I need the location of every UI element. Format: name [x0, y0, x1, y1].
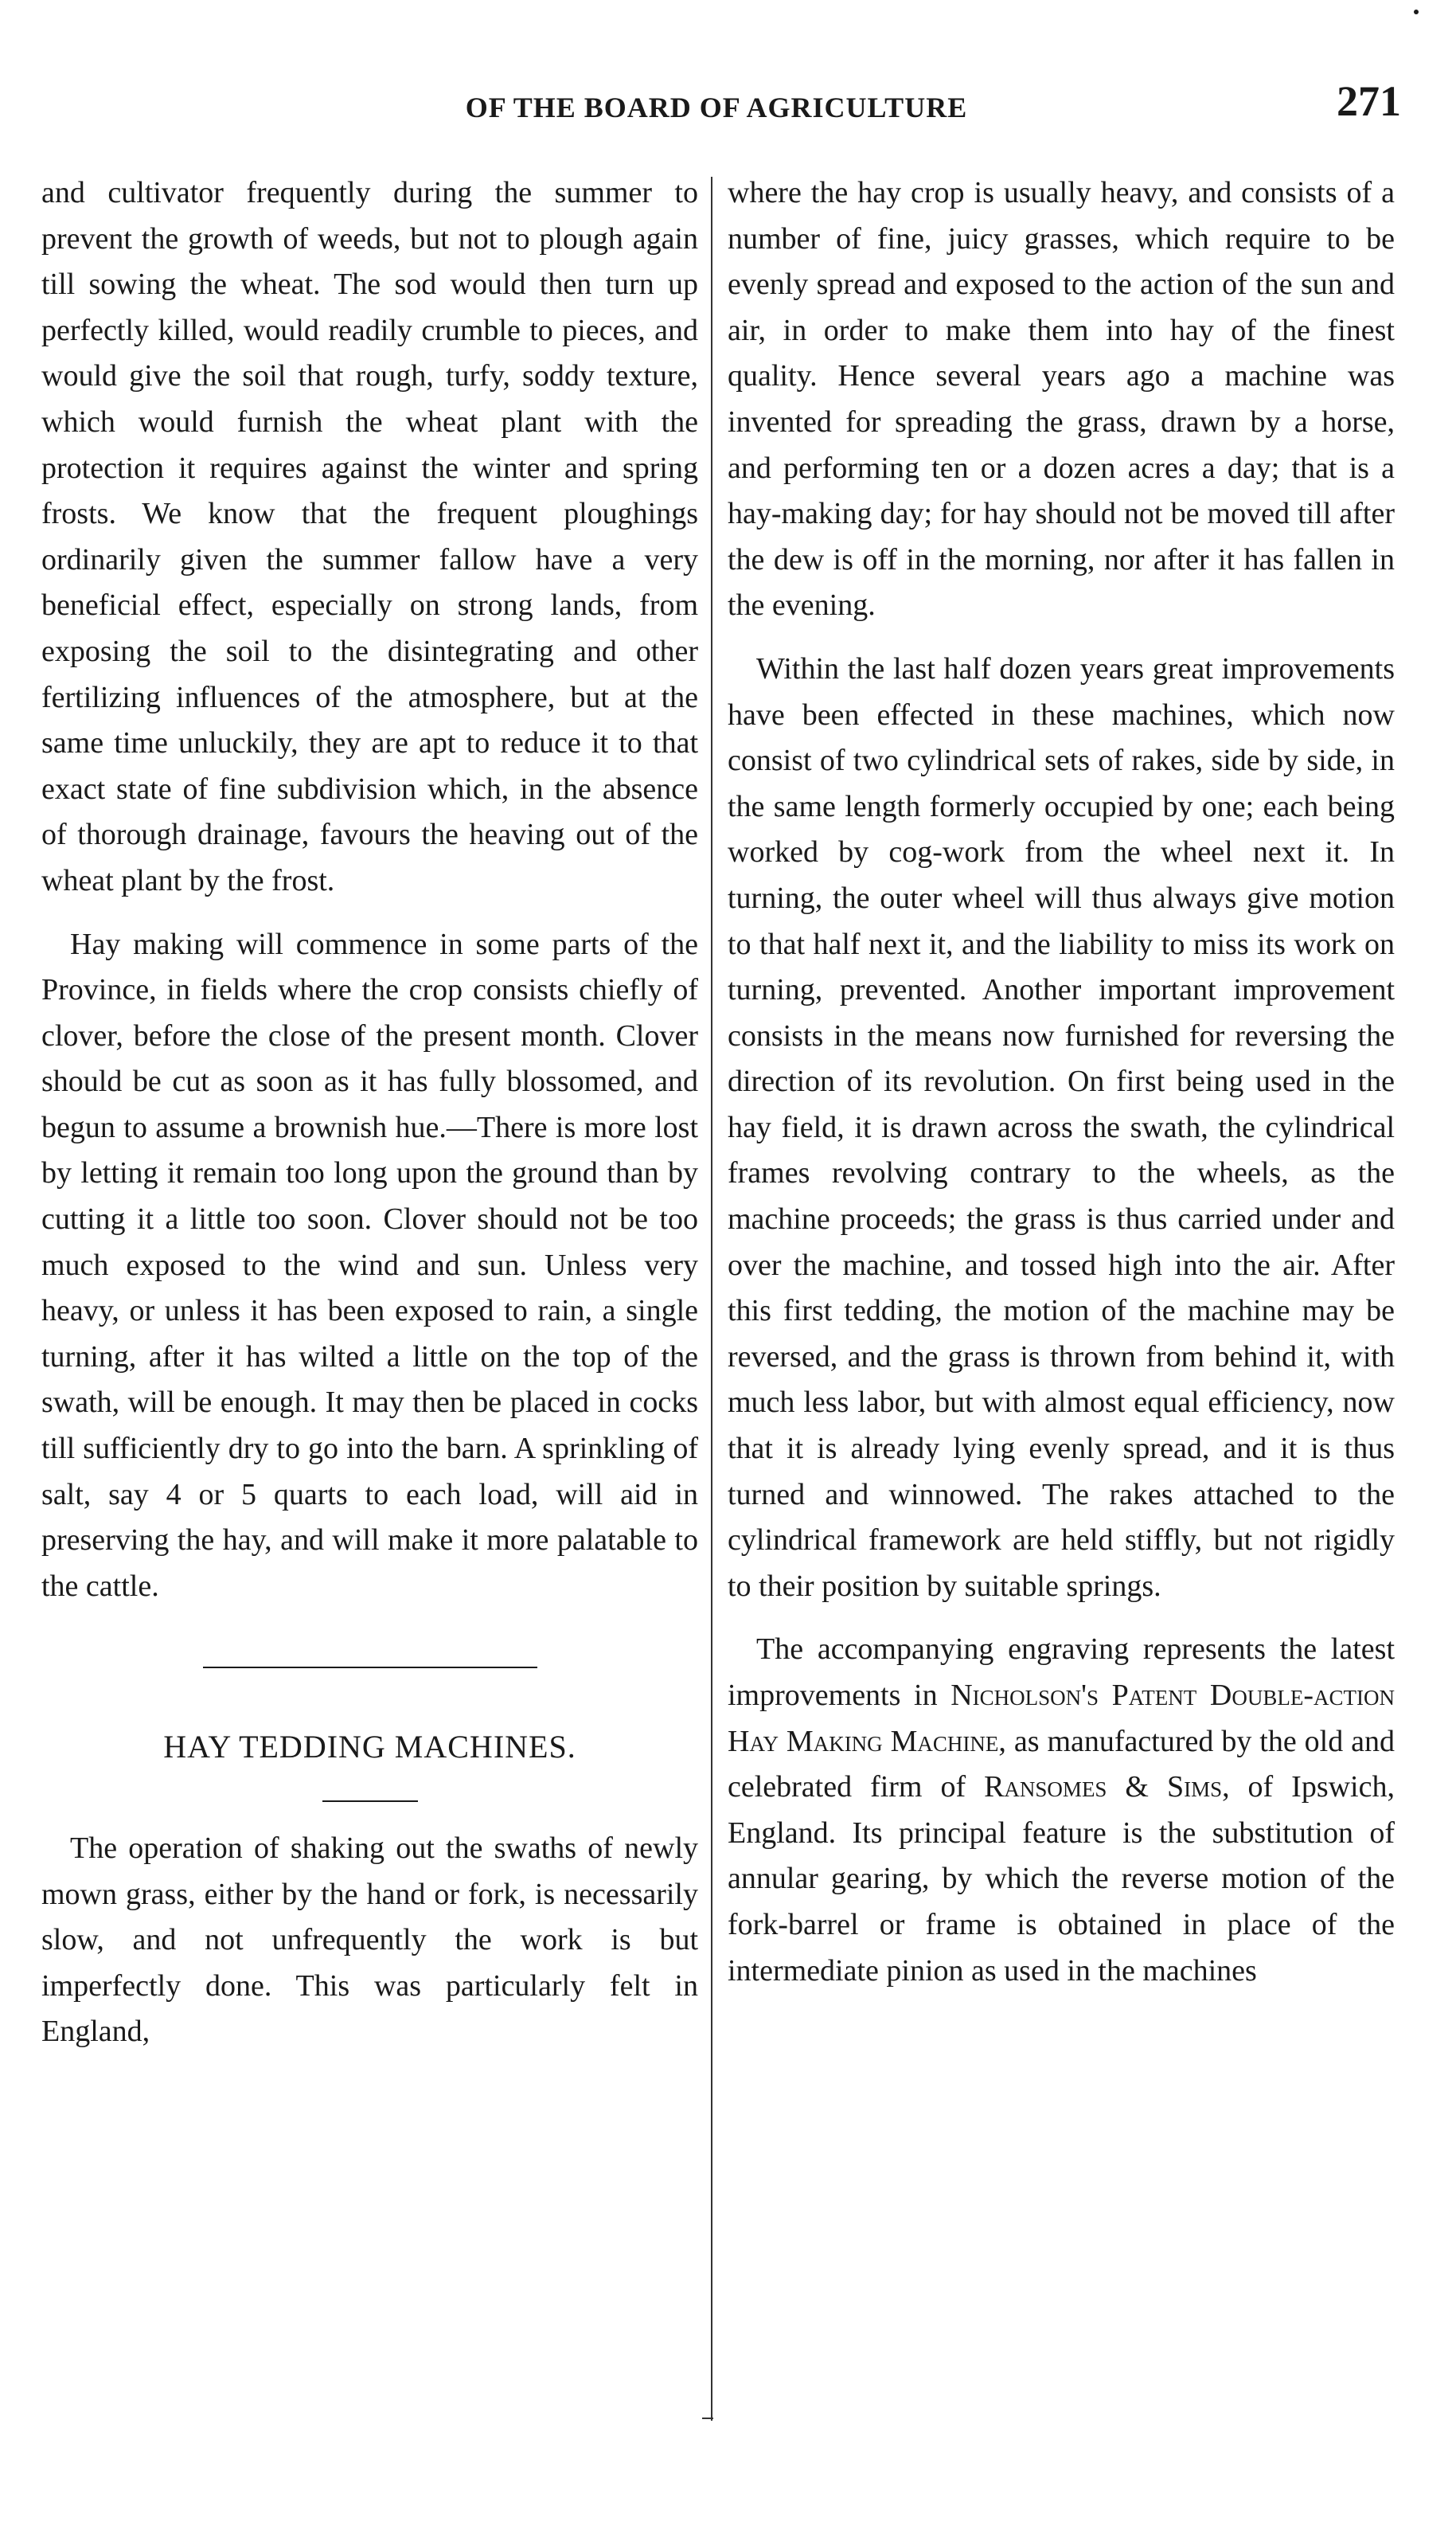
right-paragraph-1: where the hay crop is usually heavy, and consists of a number of fine, juicy grasses, which require to be evenly spread and exposed to the action of the sun and air, in order to make them into hay of the finest quality. Hence several years ago a machine was invented for spreading the grass, drawn by a horse, and performing ten or a dozen acres a day; that is a hay-making day; for hay should not be moved till after the dew is off in the morning, nor after it has fallen in the evening. [728, 176, 1395, 623]
right-paragraph-2: Within the last half dozen years great improvements have been effected in these machines, which now consist of two cylindrical sets of rakes, side by side, in the same length formerly occupied by one; each being worked by cog-work from the wheel next it. In turning, the outer wheel will thus always give motion to that half next it, and the liability to miss its work on turning, prevented. Another important improvement consists in the means now furnished for reversing the direction of its revolution. On first being used in the hay field, it is drawn across the swath, the cylindrical frames revolving contrary to the wheels, as the machine proceeds; the grass is thus carried under and over the machine, and tossed high into the air. After this first tedding, the motion of the machine may be reversed, and the grass is thrown from behind it, with much less labor, but with almost equal efficiency, now that it is already lying evenly spread, and it is thus turned and winnowed. The rakes attached to the cylindrical framework are held stiffly, but not rigidly to their position by suitable springs. [728, 651, 1395, 1603]
left-paragraph-1: and cultivator frequently during the summer to prevent the growth of weeds, but not to plough again till sowing the wheat. The sod would then turn up perfectly killed, would readily crumble to pieces, and would give the soil that rough, turfy, soddy texture, which would furnish the wheat plant with the protection it requires against the winter and spring frosts. We know that the frequent ploughings ordinarily given the summer fallow have a very beneficial effect, especially on strong lands, from exposing the soil to the disintegrating and other fertilizing influences of the atmosphere, but at the same time unluckily, they are apt to reduce it to that exact state of fine subdivision which, in the absence of thorough drainage, favours the heaving out of the wheat plant by the frost. [41, 176, 698, 897]
left-paragraph-3: The operation of shaking out the swaths of newly mown grass, either by the hand or fork, is necessarily slow, and not unfrequently the work is but imperfectly done. This was particularly felt in England, [41, 1831, 698, 2049]
title-rule [322, 1800, 418, 1802]
firm-name: Ransomes & Sims [984, 1770, 1223, 1804]
right-paragraph-3-text-c: , of Ipswich, England. Its principal feature is the substitution of annular gearing, by which the reverse motion of the fork-barrel or frame is obtained in place of the intermediate pinion as used in the machines [728, 1770, 1395, 1988]
right-column [728, 170, 1395, 2011]
page-number: 271 [1337, 77, 1401, 125]
page-header [32, 76, 1401, 148]
corner-mark [1414, 10, 1419, 14]
running-head: OF THE BOARD OF AGRICULTURE [465, 92, 968, 123]
right-paragraph-3-text-a: The accompanying engraving represents the latest improvements in [728, 1632, 1395, 1712]
column-divider-foot [702, 2418, 713, 2419]
section-separator [203, 1667, 537, 1668]
right-paragraph-3-text-b: , as manufactured by the old and celebrated firm of [728, 1724, 1395, 1804]
machine-name: Nicholson's Patent Double-action Hay Making Machine [728, 1679, 1395, 1758]
left-column [41, 170, 698, 2073]
left-paragraph-2: Hay making will commence in some parts of the Province, in fields where the crop consists chiefly of clover, before the close of the present month. Clover should be cut as soon as it has fully blossomed, and begun to assume a brownish hue.—There is more lost by letting it remain too long upon the ground than by cutting it a little too soon. Clover should not be too much exposed to the wind and sun. Unless very heavy, or unless it has been exposed to rain, a single turning, after it has wilted a little on the top of the swath, will be enough. It may then be placed in cocks till sufficiently dry to go into the barn. A sprinkling of salt, say 4 or 5 quarts to each load, will aid in preserving the hay, and will make it more palatable to the cattle. [41, 927, 698, 1603]
column-divider [711, 177, 712, 2421]
section-title: HAY TEDDING MACHINES. [163, 1729, 576, 1765]
right-paragraph-3 [728, 1627, 1395, 1994]
